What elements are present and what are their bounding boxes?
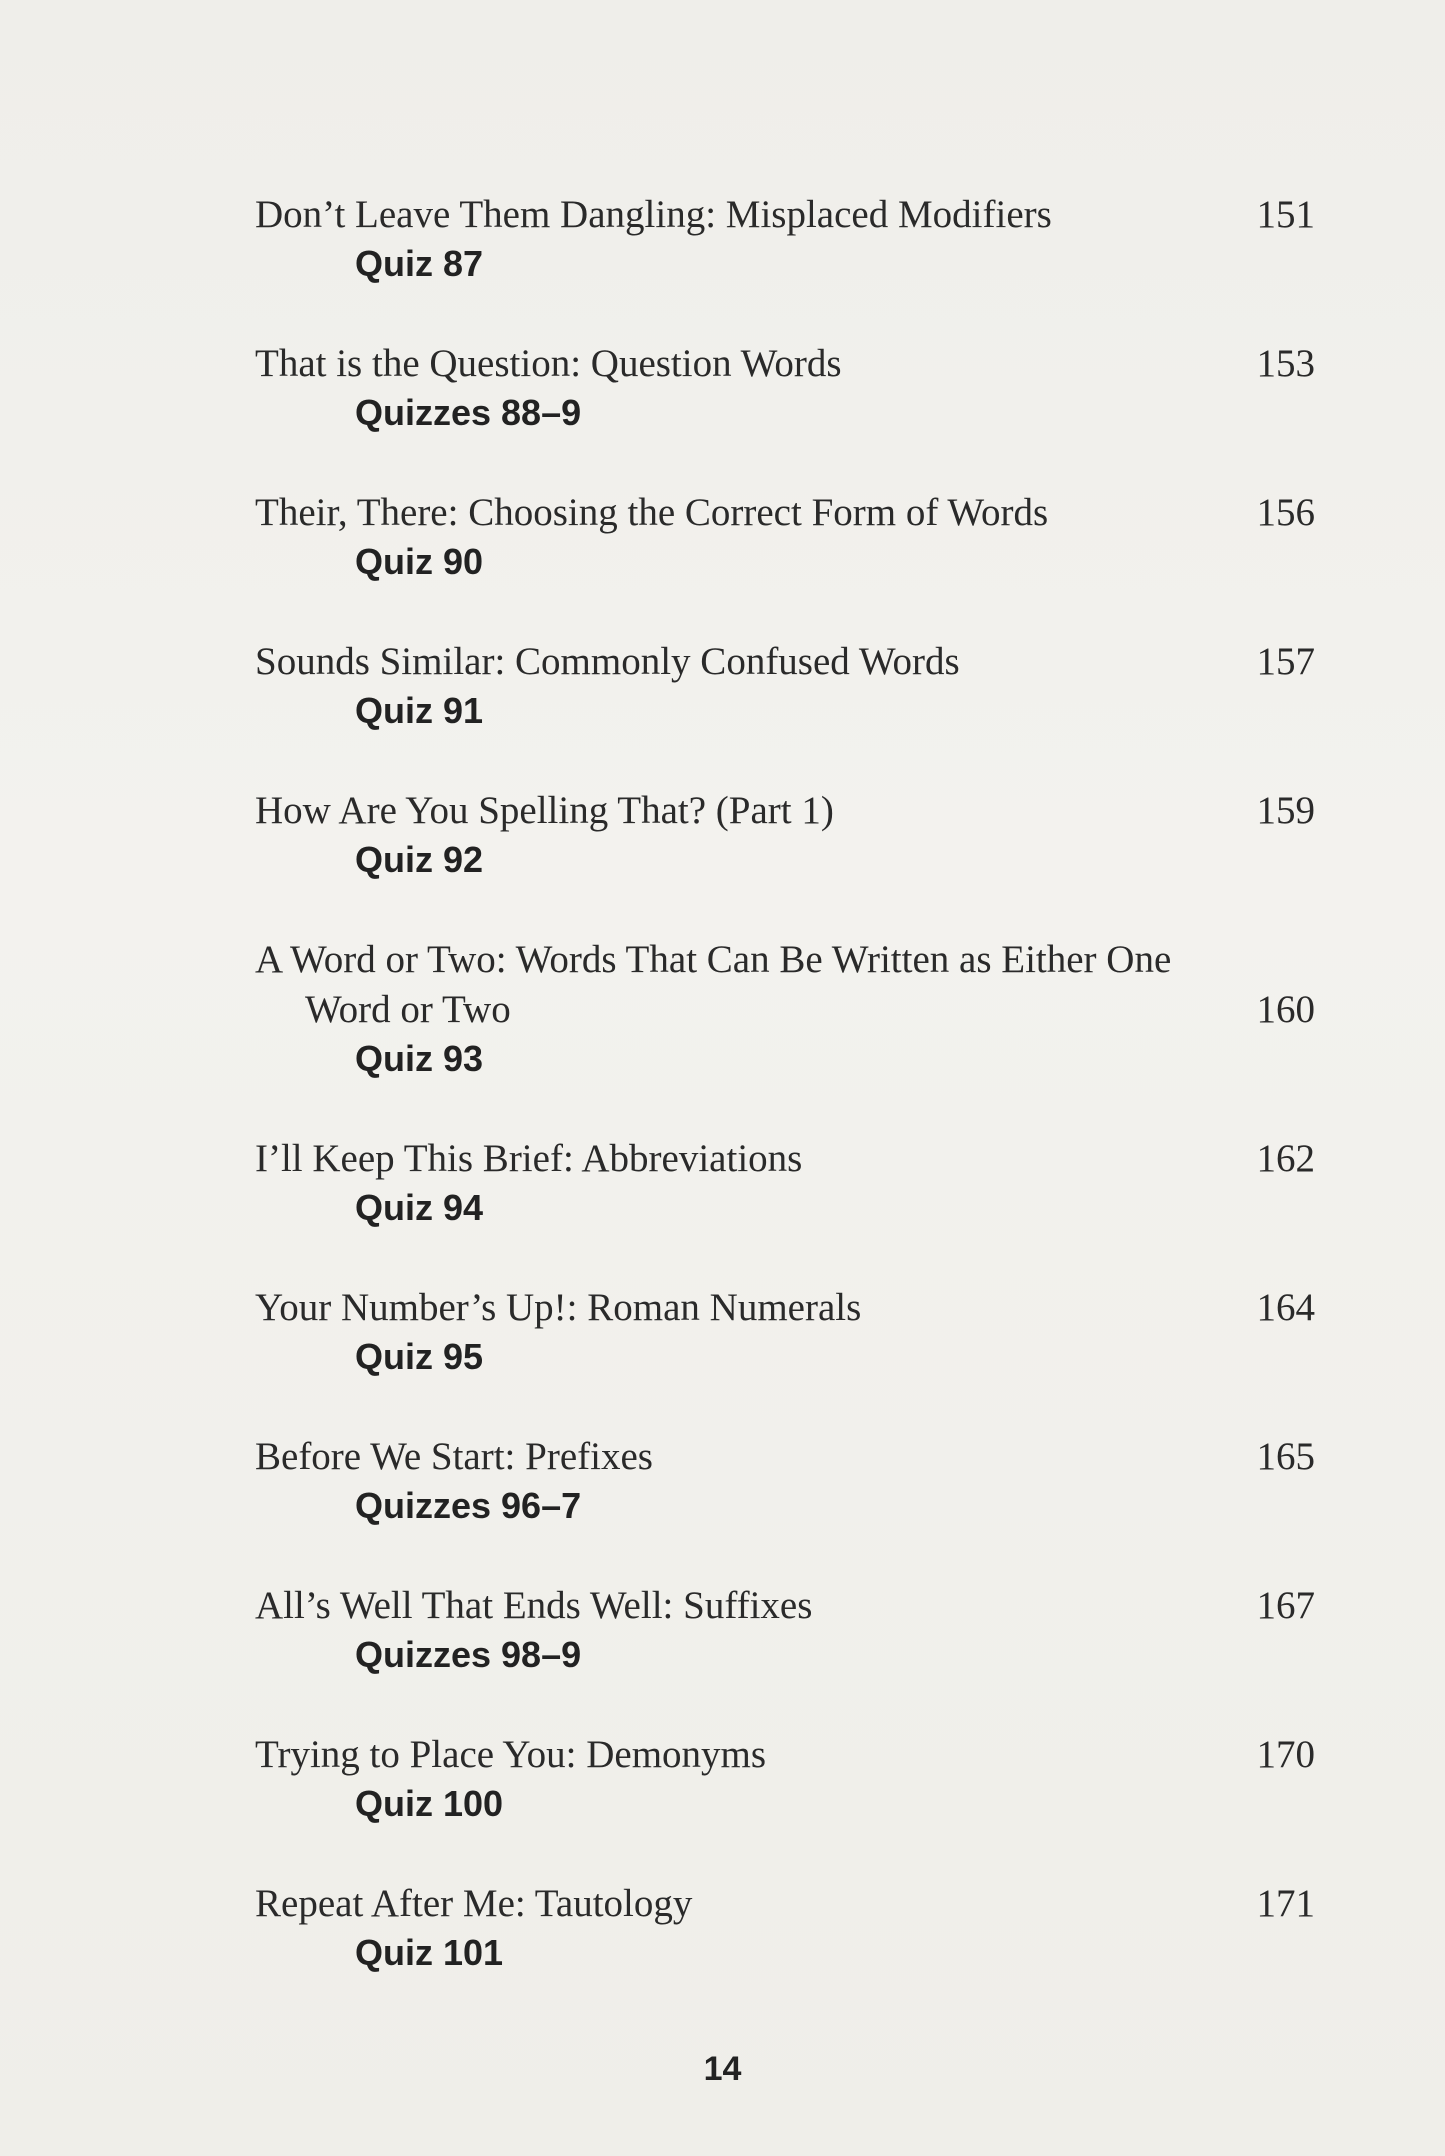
entry-page-number: 164 bbox=[1256, 1286, 1315, 1329]
entry-title: Repeat After Me: Tautology bbox=[255, 1882, 693, 1925]
entry-quiz: Quiz 101 bbox=[355, 1932, 504, 1973]
entry-quiz: Quiz 92 bbox=[355, 839, 484, 880]
entry-page-number: 153 bbox=[1256, 342, 1315, 385]
entry-page-number: 160 bbox=[1256, 988, 1315, 1031]
entry-title: That is the Question: Question Words bbox=[255, 342, 842, 385]
entry-title: Before We Start: Prefixes bbox=[255, 1435, 653, 1478]
toc-entry bbox=[255, 935, 1315, 1134]
entry-title: A Word or Two: Words That Can Be Written as Either One bbox=[255, 938, 1172, 981]
entry-title: I’ll Keep This Brief: Abbreviations bbox=[255, 1137, 803, 1180]
toc-entry bbox=[255, 1283, 1315, 1432]
toc-entry bbox=[255, 1879, 1315, 2028]
entry-title: How Are You Spelling That? (Part 1) bbox=[255, 789, 834, 832]
entry-page-number: 167 bbox=[1256, 1584, 1315, 1627]
toc-entry bbox=[255, 786, 1315, 935]
entry-title: Sounds Similar: Commonly Confused Words bbox=[255, 640, 960, 683]
entry-quiz: Quiz 91 bbox=[355, 690, 484, 731]
entry-quiz: Quizzes 96–7 bbox=[355, 1485, 582, 1526]
page-folio: 14 bbox=[703, 2050, 742, 2088]
toc-entry bbox=[255, 1432, 1315, 1581]
entry-title: Don’t Leave Them Dangling: Misplaced Modifiers bbox=[255, 193, 1052, 236]
toc-entry bbox=[255, 339, 1315, 488]
entry-page-number: 156 bbox=[1256, 491, 1315, 534]
entry-quiz: Quiz 100 bbox=[355, 1783, 504, 1824]
entry-quiz: Quiz 93 bbox=[355, 1038, 484, 1079]
entry-quiz: Quiz 95 bbox=[355, 1336, 484, 1377]
toc-entry bbox=[255, 1134, 1315, 1283]
entry-quiz: Quizzes 98–9 bbox=[355, 1634, 582, 1675]
entry-page-number: 159 bbox=[1256, 789, 1315, 832]
entry-page-number: 170 bbox=[1256, 1733, 1315, 1776]
entry-page-number: 151 bbox=[1256, 193, 1315, 236]
entry-title: Your Number’s Up!: Roman Numerals bbox=[255, 1286, 862, 1329]
entry-page-number: 165 bbox=[1256, 1435, 1315, 1478]
entry-page-number: 157 bbox=[1256, 640, 1315, 683]
entry-page-number: 162 bbox=[1256, 1137, 1315, 1180]
entry-title-continuation: Word or Two bbox=[305, 988, 511, 1031]
toc-entry bbox=[255, 488, 1315, 637]
entry-page-number: 171 bbox=[1256, 1882, 1315, 1925]
toc-entry bbox=[255, 637, 1315, 786]
entry-title: Their, There: Choosing the Correct Form of Words bbox=[255, 491, 1049, 534]
toc-entry bbox=[255, 190, 1315, 339]
entry-title: Trying to Place You: Demonyms bbox=[255, 1733, 767, 1776]
entry-title: All’s Well That Ends Well: Suffixes bbox=[255, 1584, 813, 1627]
entry-quiz: Quizzes 88–9 bbox=[355, 392, 582, 433]
entry-quiz: Quiz 90 bbox=[355, 541, 484, 582]
entry-quiz: Quiz 87 bbox=[355, 243, 484, 284]
table-of-contents bbox=[255, 190, 1315, 2028]
toc-entry bbox=[255, 1581, 1315, 1730]
entry-quiz: Quiz 94 bbox=[355, 1187, 484, 1228]
toc-entry bbox=[255, 1730, 1315, 1879]
